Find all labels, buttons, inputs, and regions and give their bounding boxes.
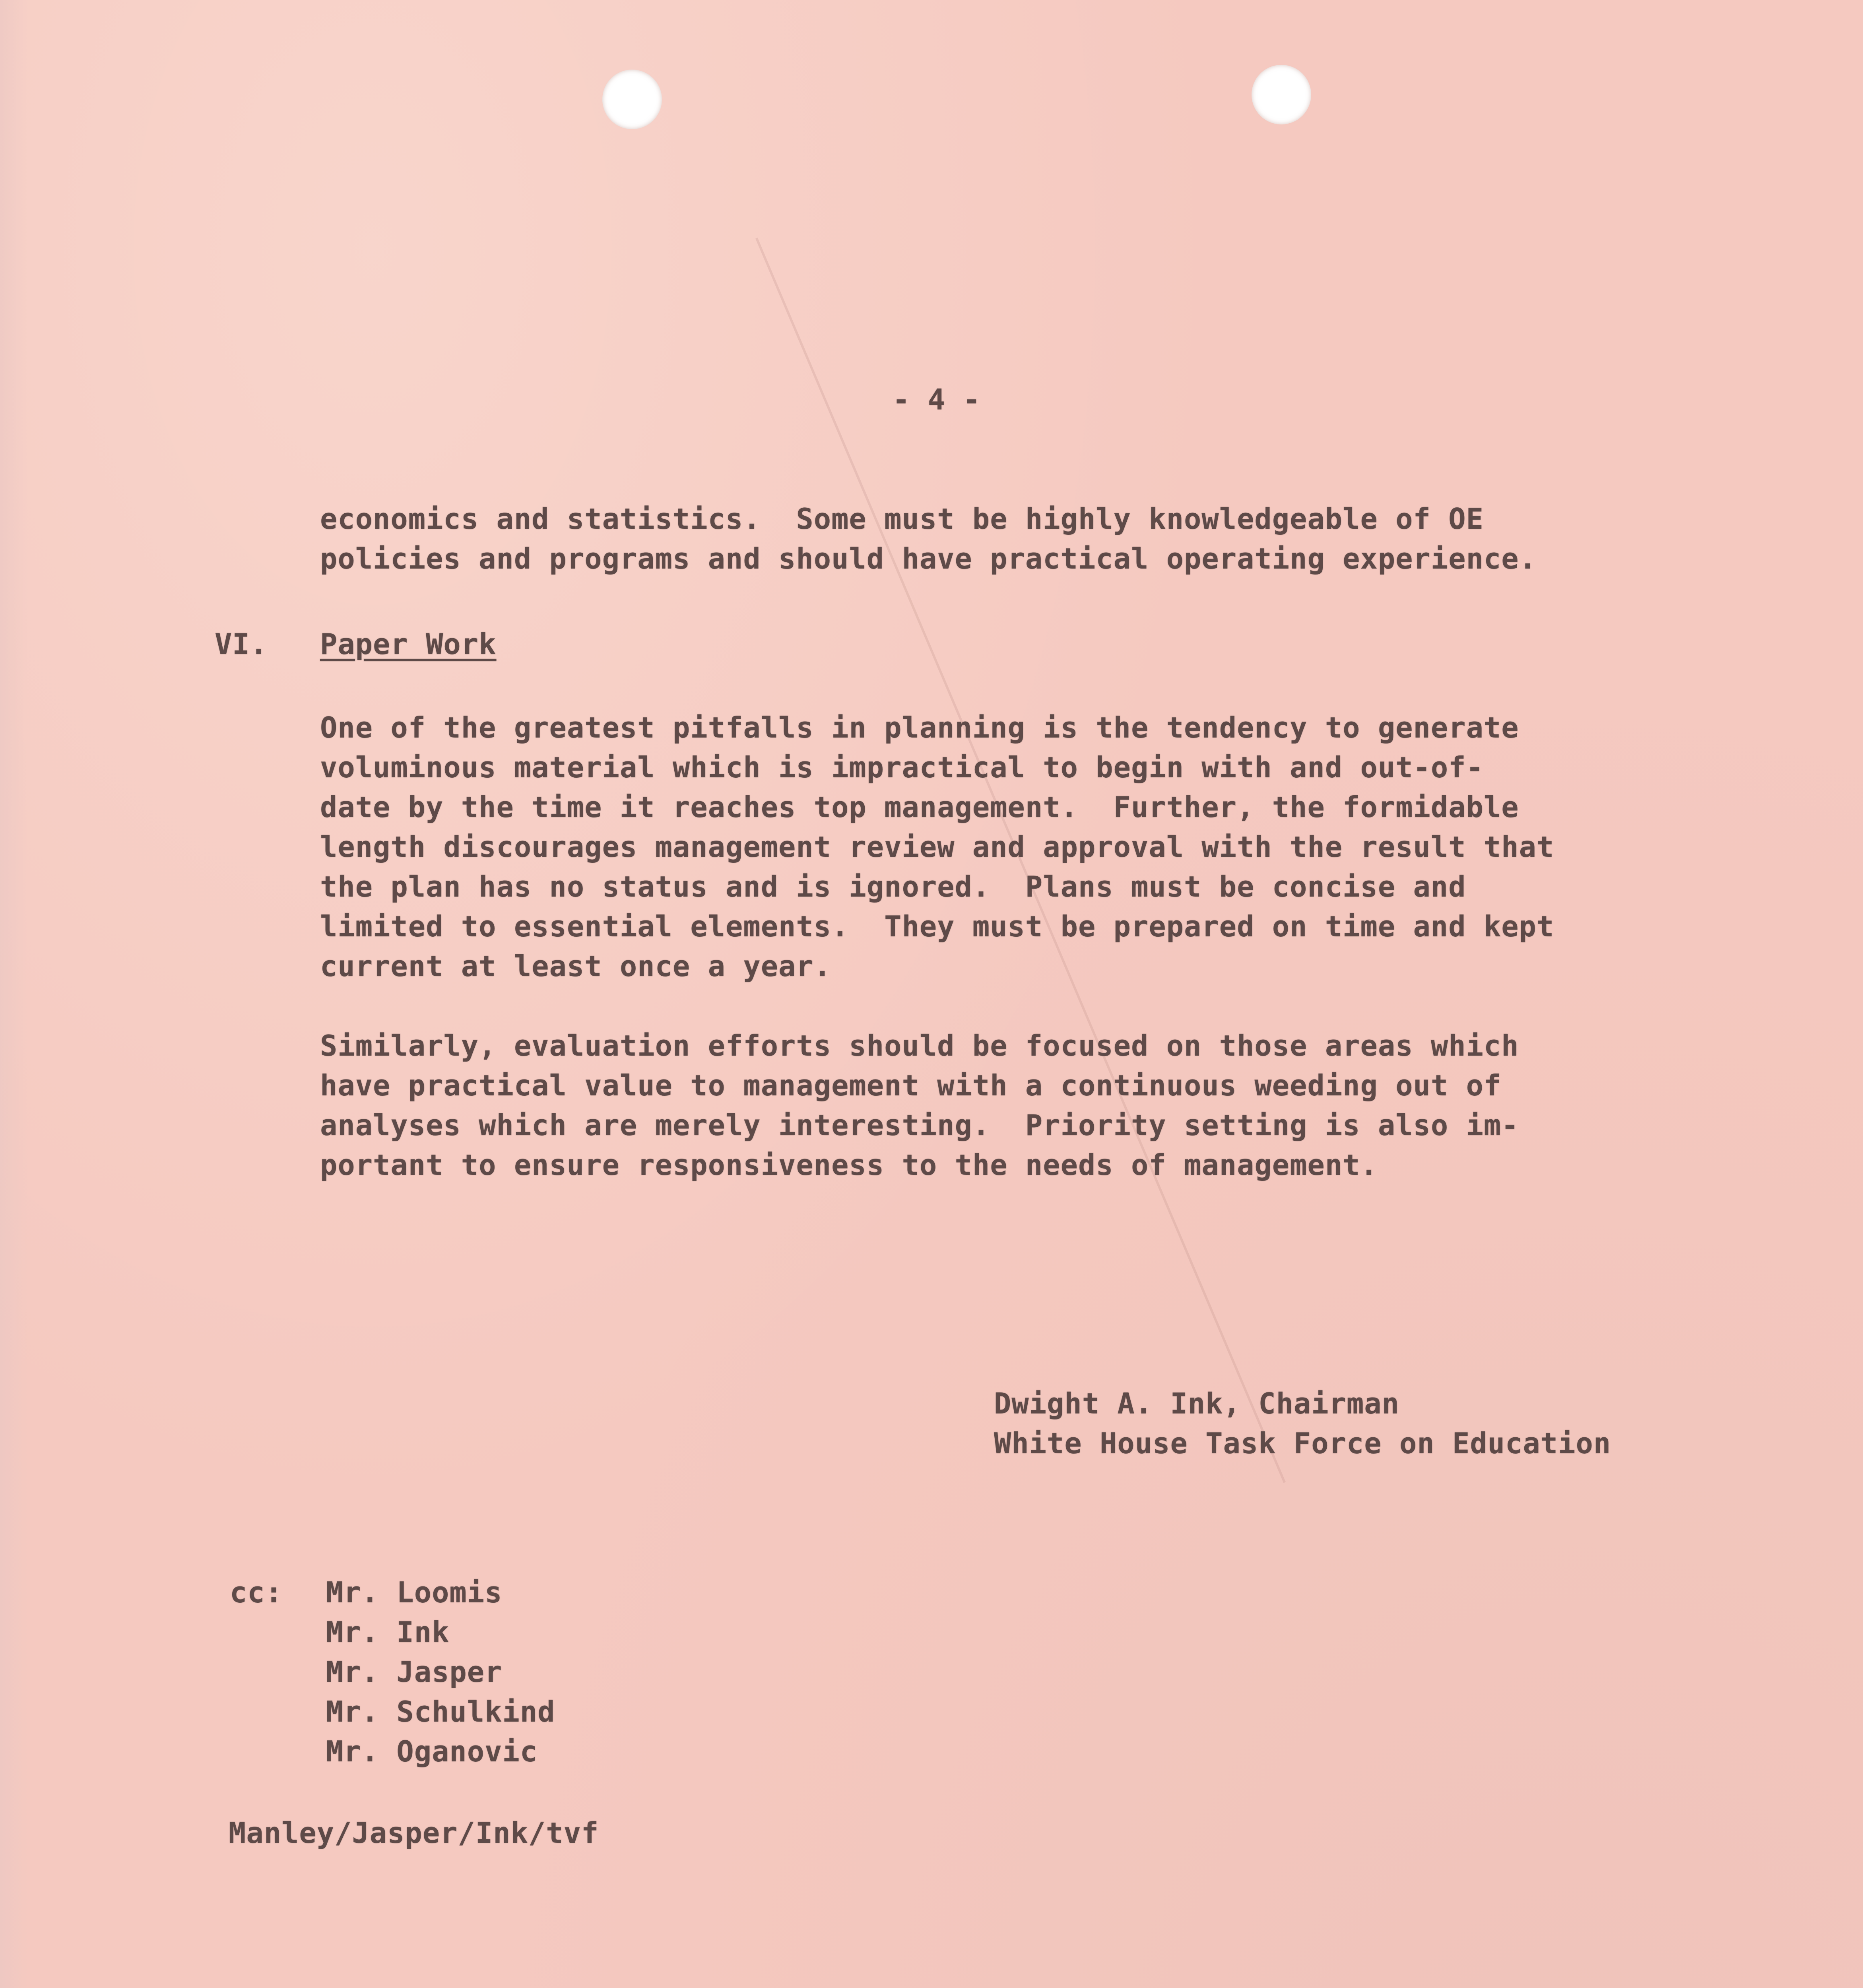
text-line: date by the time it reaches top management. Further, the formidable <box>320 790 1519 824</box>
text-line: analyses which are merely interesting. Priority setting is also im- <box>320 1109 1519 1142</box>
page-edge-wear <box>0 0 28 1988</box>
cc-recipient: Mr. Schulkind <box>326 1695 555 1728</box>
cc-label: cc: <box>230 1576 283 1609</box>
text-line: the plan has no status and is ignored. Plans must be concise and <box>320 870 1466 903</box>
paragraph-paper-work <box>320 708 1554 986</box>
punch-hole-right <box>1252 65 1311 124</box>
text-line: portant to ensure responsiveness to the needs of management. <box>320 1148 1378 1182</box>
page-number: - 4 - <box>893 383 981 416</box>
continuation-paragraph <box>320 499 1537 579</box>
cc-recipient: Mr. Jasper <box>326 1655 503 1689</box>
text-line: length discourages management review and approval with the result that <box>320 830 1554 864</box>
text-line: One of the greatest pitfalls in planning is the tendency to generate <box>320 711 1519 744</box>
text-line: current at least once a year. <box>320 949 832 983</box>
text-line: voluminous material which is impractical to begin with and out-of- <box>320 751 1484 784</box>
text-line: limited to essential elements. They must be prepared on time and kept <box>320 910 1554 943</box>
cc-recipient: Mr. Oganovic <box>326 1735 538 1768</box>
punch-hole-left <box>602 70 662 129</box>
signature-name: Dwight A. Ink, Chairman <box>994 1387 1399 1420</box>
cc-recipient: Mr. Ink <box>326 1615 450 1649</box>
cc-recipient: Mr. Loomis <box>326 1576 503 1609</box>
text-line: policies and programs and should have practical operating experience. <box>320 542 1537 575</box>
section-title: Paper Work <box>320 627 497 661</box>
text-line: have practical value to management with a continuous weeding out of <box>320 1069 1502 1102</box>
paragraph-evaluation <box>320 1026 1519 1185</box>
signature-block <box>994 1384 1611 1463</box>
text-line: Similarly, evaluation efforts should be focused on those areas which <box>320 1029 1519 1062</box>
reference-initials: Manley/Jasper/Ink/tvf <box>229 1816 599 1850</box>
section-number: VI. <box>215 627 268 661</box>
cc-recipient-list <box>326 1573 555 1771</box>
signature-title: White House Task Force on Education <box>994 1427 1611 1460</box>
text-line: economics and statistics. Some must be highly knowledgeable of OE <box>320 502 1484 536</box>
